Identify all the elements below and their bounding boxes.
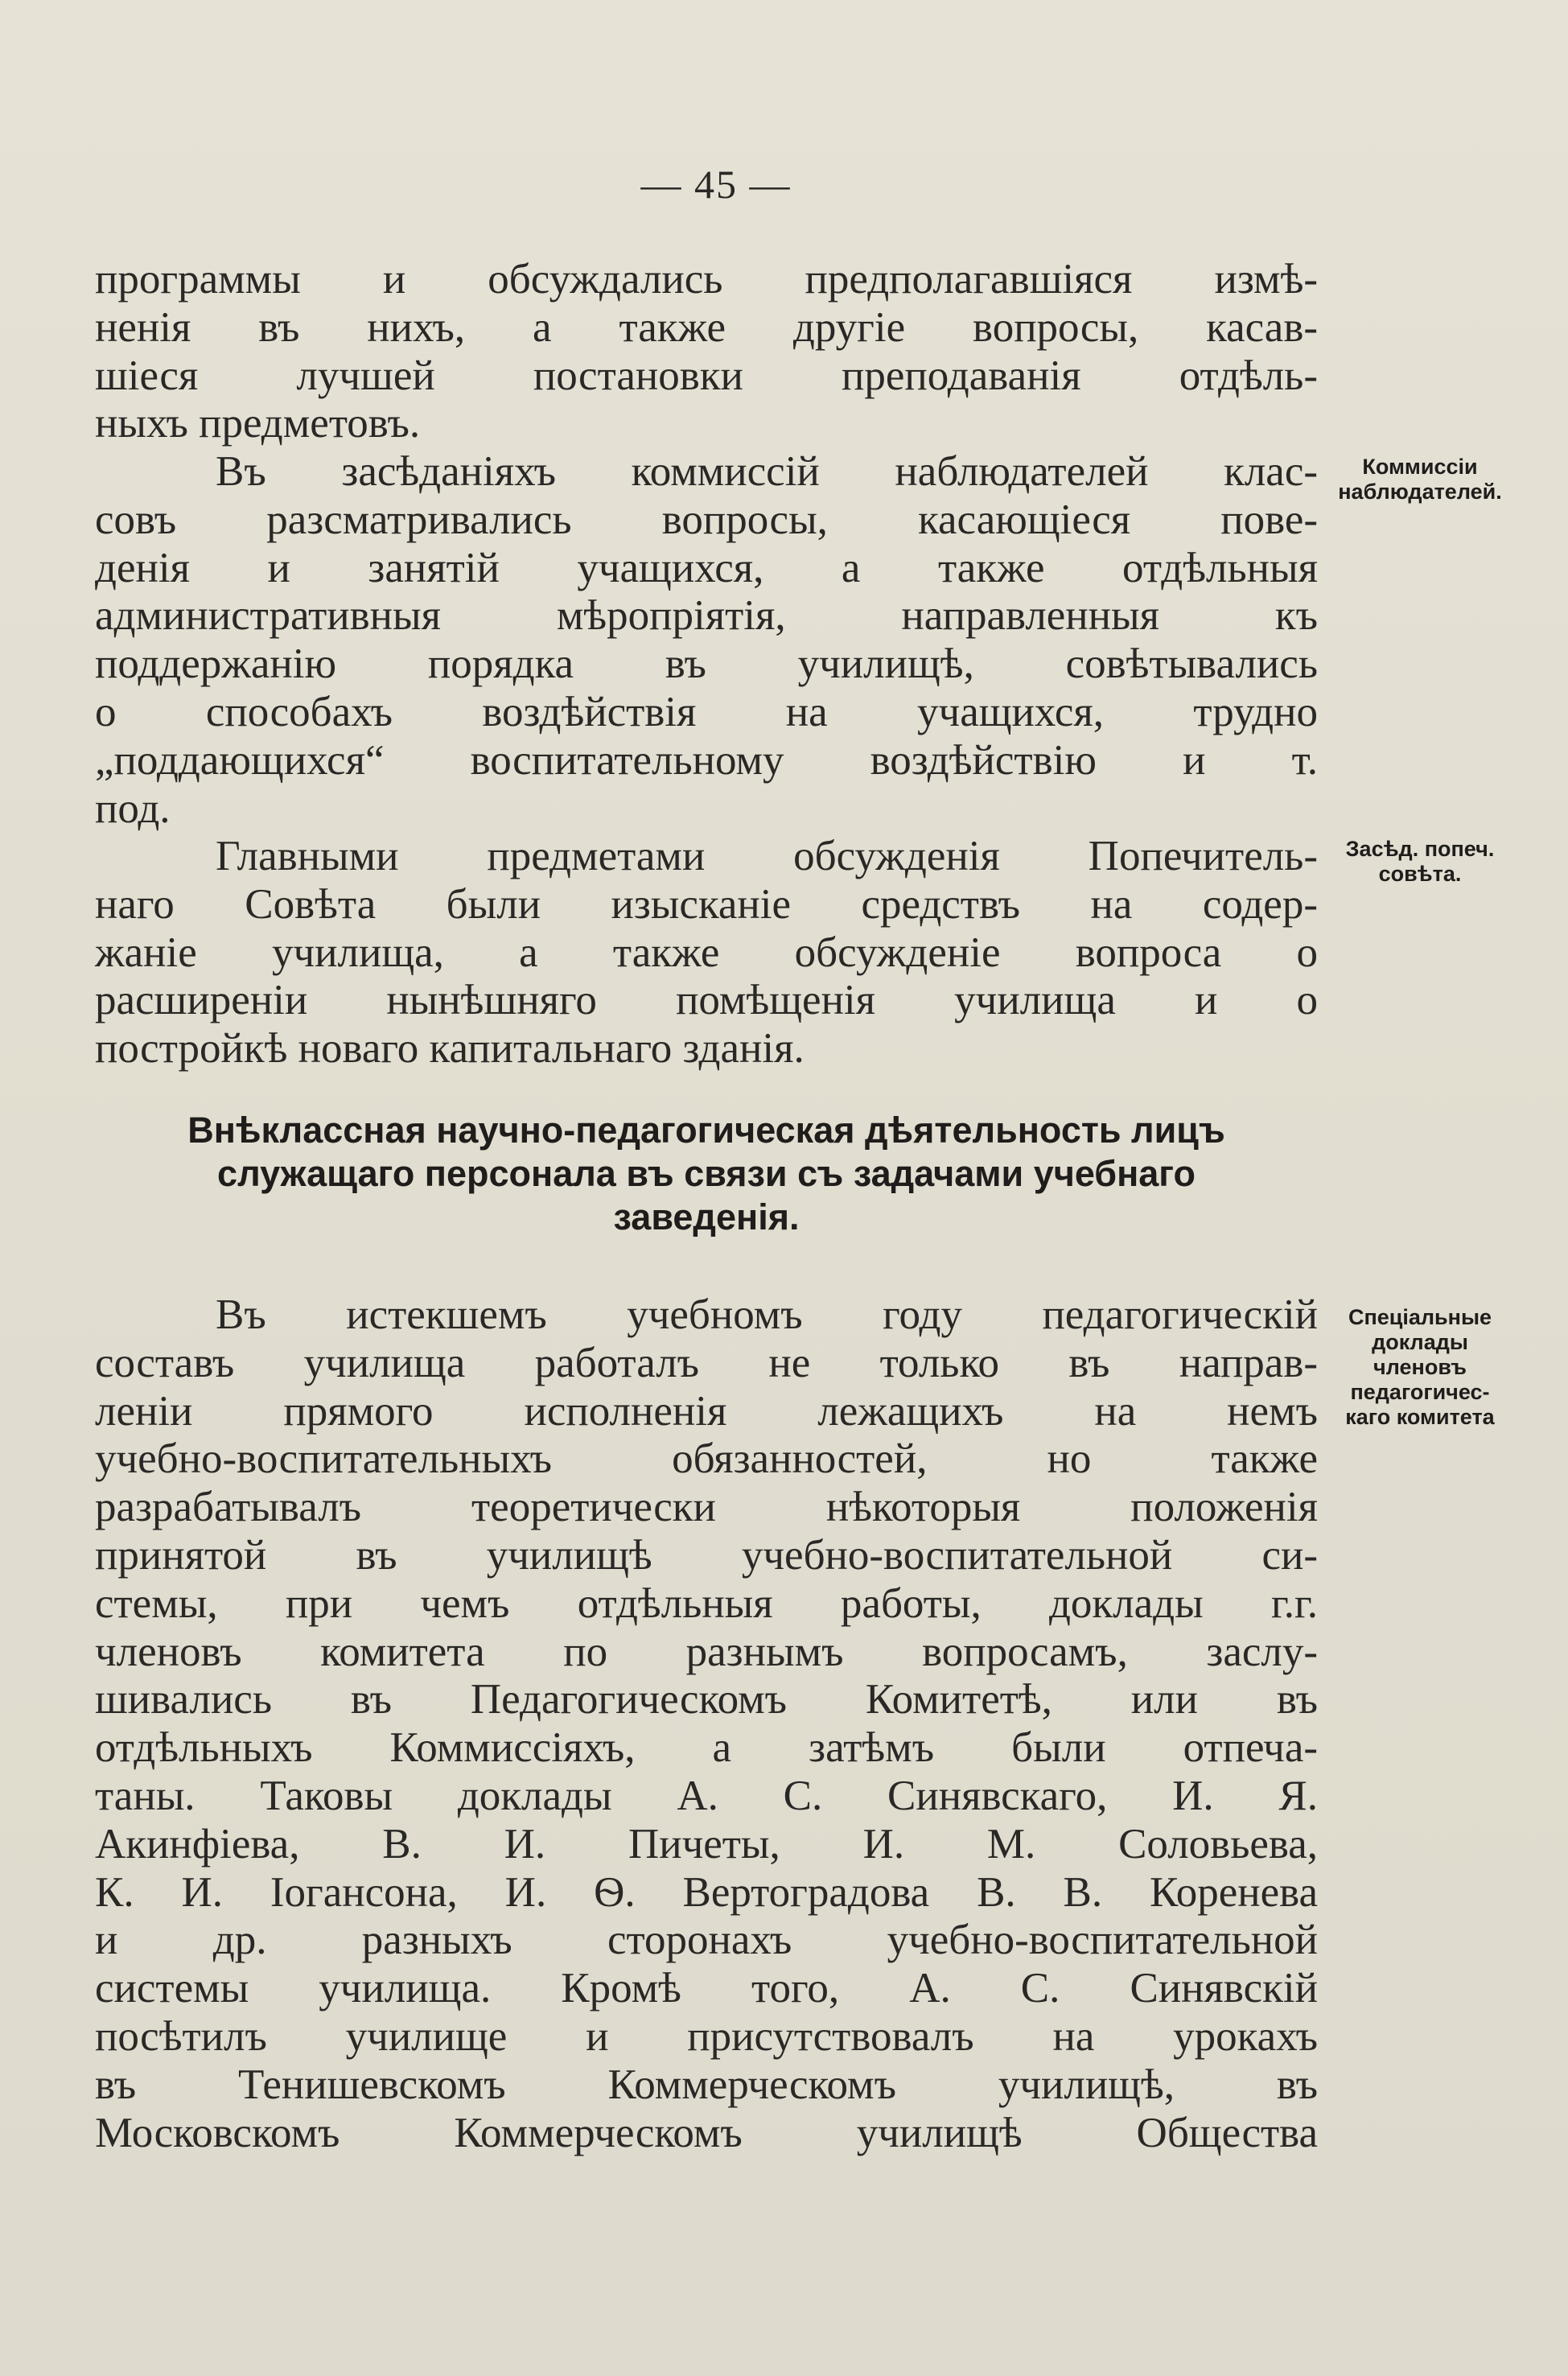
text-line: таны. Таковы доклады А. С. Синявскаго, И. Я. [95, 1772, 1318, 1819]
paragraph-1 [95, 256, 1318, 448]
text-line: расширеніи нынѣшняго помѣщенія училища и о [95, 977, 1318, 1024]
margin-note-line: педагогичес- [1350, 1380, 1490, 1404]
text-line: Главными предметами обсужденія Попечитель- [216, 833, 1318, 879]
text-line: шіеся лучшей постановки преподаванія отдѣль- [95, 352, 1318, 399]
margin-note-line: доклады [1372, 1330, 1468, 1354]
text-line: Акинфіева, В. И. Пичеты, И. М. Соловьева, [95, 1820, 1318, 1867]
paragraph-2 [95, 448, 1318, 833]
text-line: въ Тенишевскомъ Коммерческомъ училищѣ, въ [95, 2061, 1318, 2108]
text-line: членовъ комитета по разнымъ вопросамъ, заслу- [95, 1628, 1318, 1675]
text-line: Въ истекшемъ учебномъ году педагогическій [216, 1291, 1318, 1338]
margin-note-commissions [1323, 455, 1517, 504]
text-line: составъ училища работалъ не только въ направ- [95, 1339, 1318, 1386]
text-line: шивались въ Педагогическомъ Комитетѣ, или въ [95, 1676, 1318, 1723]
text-line: отдѣльныхъ Коммиссіяхъ, а затѣмъ были отпеча- [95, 1724, 1318, 1772]
text-line: о способахъ воздѣйствія на учащихся, трудно [95, 688, 1318, 735]
margin-note-reports [1323, 1305, 1517, 1430]
text-line: и др. разныхъ сторонахъ учебно-воспитательной [95, 1917, 1318, 1964]
paragraph-3 [95, 833, 1318, 1073]
text-line: административныя мѣропріятія, направленныя къ [95, 592, 1318, 640]
text-line: системы училища. Кромѣ того, А. С. Синявскій [95, 1965, 1318, 2012]
margin-note-line: совѣта. [1378, 862, 1462, 886]
text-line: Московскомъ Коммерческомъ училищѣ Общества [95, 2109, 1318, 2156]
page-number: — 45 — [640, 162, 792, 207]
heading-line: заведенія. [613, 1196, 800, 1237]
text-line: жаніе училища, а также обсужденіе вопроса о [95, 929, 1318, 976]
text-line: принятой въ училищѣ учебно-воспитательной си- [95, 1531, 1318, 1579]
text-line: под. [95, 784, 171, 832]
text-line: программы и обсуждались предполагавшіяся измѣ- [95, 256, 1318, 303]
text-line: учебно-воспитательныхъ обязанностей, но также [95, 1435, 1318, 1483]
margin-note-trustees [1323, 837, 1517, 887]
text-line: К. И. Іогансона, И. Ѳ. Вертоградова В. В. Коренева [95, 1868, 1318, 1916]
text-line: разрабатывалъ теоретически нѣкоторыя положенія [95, 1484, 1318, 1531]
margin-note-line: каго комитета [1345, 1405, 1495, 1429]
text-line: совъ разсматривались вопросы, касающіеся пове- [95, 496, 1318, 543]
margin-note-line: Спеціальные [1348, 1305, 1492, 1329]
heading-line: Внѣклассная научно-педагогическая дѣятельность лицъ [187, 1110, 1225, 1151]
paragraph-4 [95, 1291, 1318, 2157]
section-heading [95, 1109, 1318, 1239]
margin-note-line: членовъ [1373, 1355, 1467, 1379]
text-line: поддержанію порядка въ училищѣ, совѣтывались [95, 640, 1318, 688]
text-line: денія и занятій учащихся, а также отдѣльныя [95, 544, 1318, 591]
text-line: ныхъ предметовъ. [95, 400, 421, 447]
text-line: посѣтилъ училище и присутствовалъ на урокахъ [95, 2012, 1318, 2060]
margin-note-line: Коммиссіи [1362, 455, 1478, 479]
margin-note-line: Засѣд. попеч. [1345, 837, 1495, 861]
text-line: леніи прямого исполненія лежащихъ на немъ [95, 1387, 1318, 1435]
text-line: постройкѣ новаго капитальнаго зданія. [95, 1025, 805, 1073]
margin-note-line: наблюдателей. [1338, 480, 1502, 504]
text-line: наго Совѣта были изысканіе средствъ на содер- [95, 880, 1318, 928]
text-line: „поддающихся“ воспитательному воздѣйствію и т. [95, 736, 1318, 784]
text-line: стемы, при чемъ отдѣльныя работы, доклады г.г. [95, 1579, 1318, 1627]
text-line: ненія въ нихъ, а также другіе вопросы, касав- [95, 303, 1318, 351]
text-line: Въ засѣданіяхъ коммиссій наблюдателей клас- [216, 448, 1318, 495]
heading-line: служащаго персонала въ связи съ задачами учебнаго [217, 1153, 1196, 1194]
